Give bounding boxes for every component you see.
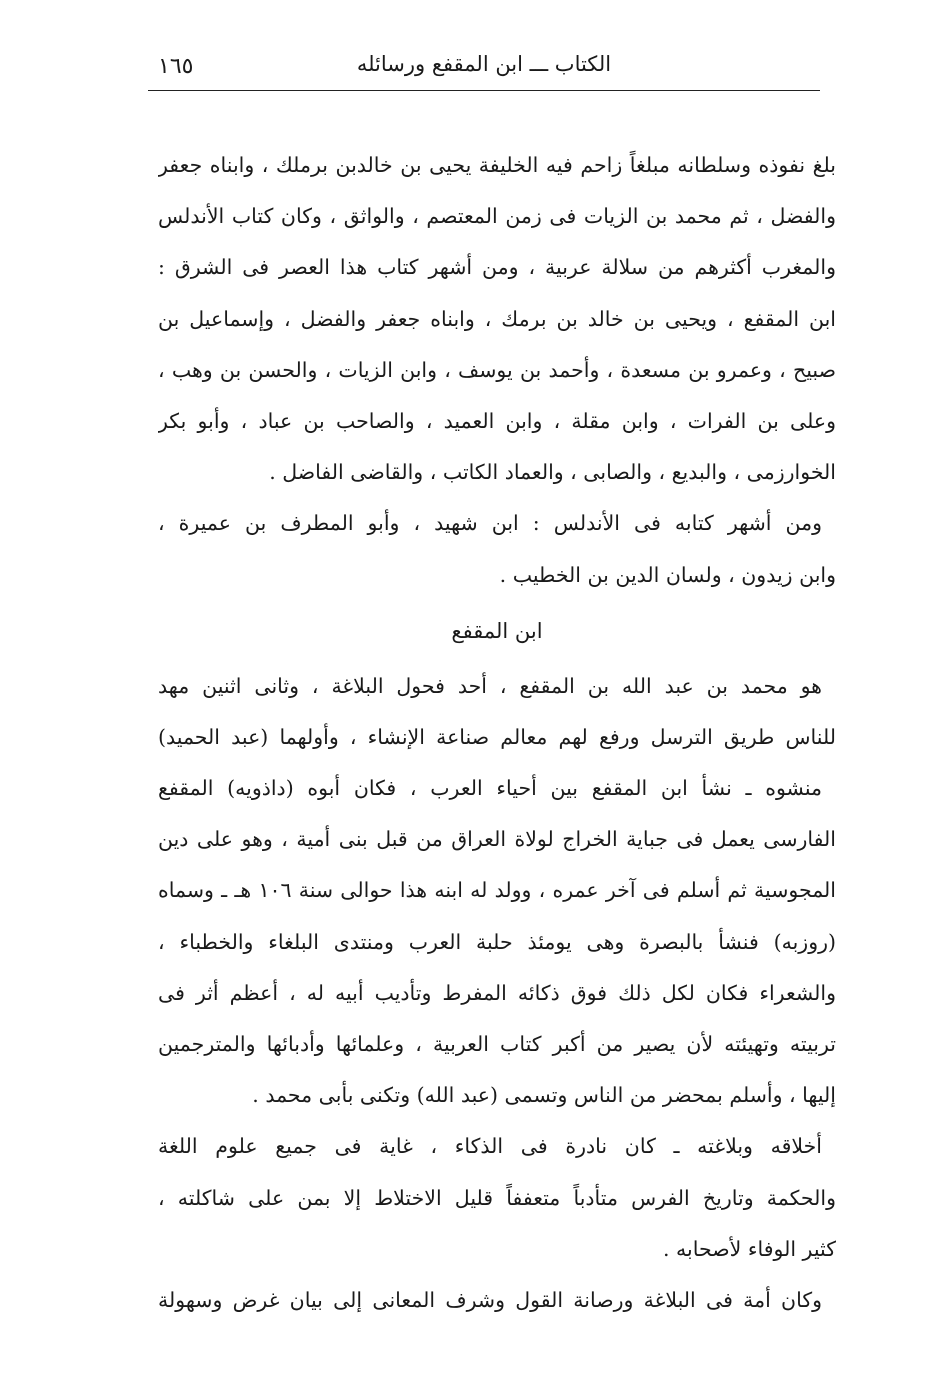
text-line: والشعراء فكان لكل ذلك فوق ذكائه المفرط وتأديب أبيه له ، أعظم أثر فى [158, 980, 836, 1005]
paragraph-identity [158, 661, 836, 763]
text-line: منشوه ـ نشأ ابن المقفع بين أحياء العرب ، فكان أبوه (داذويه) المقفع [158, 776, 822, 801]
paragraph-intro [158, 140, 836, 498]
text-line: والمغرب أكثرهم من سلالة عربية ، ومن أشهر كتاب هذا العصر فى الشرق : [158, 255, 836, 280]
text-line: (روزبه) فنشأ بالبصرة وهى يومئذ حلبة العرب ومنتدى البلغاء والخطباء ، [158, 929, 836, 954]
text-line: ومن أشهر كتابه فى الأندلس : ابن شهيد ، وأبو المطرف بن عميرة ، [158, 511, 822, 536]
text-line: كثير الوفاء لأصحابه . [663, 1236, 836, 1261]
text-line: والفضل ، ثم محمد بن الزيات فى زمن المعتصم ، والواثق ، وكان كتاب الأندلس [158, 204, 836, 229]
text-line: وعلى بن الفرات ، وابن مقلة ، وابن العميد ، والصاحب بن عباد ، وأبو بكر [158, 408, 836, 433]
text-line: صبيح ، وعمرو بن مسعدة ، وأحمد بن يوسف ، وابن الزيات ، والحسن بن وهب ، [158, 357, 836, 382]
text-line: والحكمة وتاريخ الفرس متأدباً متعففاً قليل الاختلاط إلا بمن على شاكلته ، [158, 1185, 836, 1210]
running-title: الكتاب ـــ ابن المقفع ورسائله [356, 52, 612, 76]
text-line: الفارسى يعمل فى جباية الخراج لولاة العراق من قبل بنى أمية ، وهو على دين [158, 827, 836, 852]
text-line: للناس طريق الترسل ورفع لهم معالم صناعة الإنشاء ، وأولهما (عبد الحميد) [158, 724, 836, 749]
paragraph-andalus [158, 498, 836, 600]
text-line: بلغ نفوذه وسلطانه مبلغاً زاحم فيه الخليفة يحيى بن خالدبن برملك ، وابناه جعفر [158, 153, 836, 177]
text-line: تربيته وتهيئته لأن يصير من أكبر كتاب العربية ، وعلمائها وأدبائها والمترجمين [158, 1032, 836, 1056]
page-number: ١٦٥ [158, 54, 194, 79]
text-line: أخلاقه وبلاغته ـ كان نادرة فى الذكاء ، غاية فى جميع علوم اللغة [158, 1134, 822, 1159]
body-text [158, 140, 836, 1326]
text-line: ابن المقفع ، ويحيى بن خالد بن برمك ، وابناه جعفر والفضل ، وإسماعيل بن [158, 306, 836, 331]
text-line: الخوارزمى ، والبديع ، والصابى ، والعماد الكاتب ، والقاضى الفاضل . [269, 460, 836, 485]
paragraph-upbringing [158, 763, 836, 1121]
paragraph-eloquence [158, 1275, 836, 1326]
text-line: هو محمد بن عبد الله بن المقفع ، أحد فحول البلاغة ، وثانى اثنين مهد [158, 673, 822, 698]
text-line: المجوسية ثم أسلم فى آخر عمره ، وولد له ابنه هذا حوالى سنة ١٠٦ هـ ـ وسماه [158, 878, 836, 903]
running-header [148, 48, 820, 92]
text-line: وكان أمة فى البلاغة ورصانة القول وشرف المعانى إلى بيان غرض وسهولة [158, 1287, 822, 1312]
text-line: وابن زيدون ، ولسان الدين بن الخطيب . [499, 562, 836, 587]
section-heading: ابن المقفع [451, 618, 543, 643]
text-line: إليها ، وأسلم بمحضر من الناس وتسمى (عبد الله) وتكنى بأبى محمد . [252, 1083, 836, 1108]
paragraph-character [158, 1121, 836, 1275]
header-divider [148, 90, 820, 91]
